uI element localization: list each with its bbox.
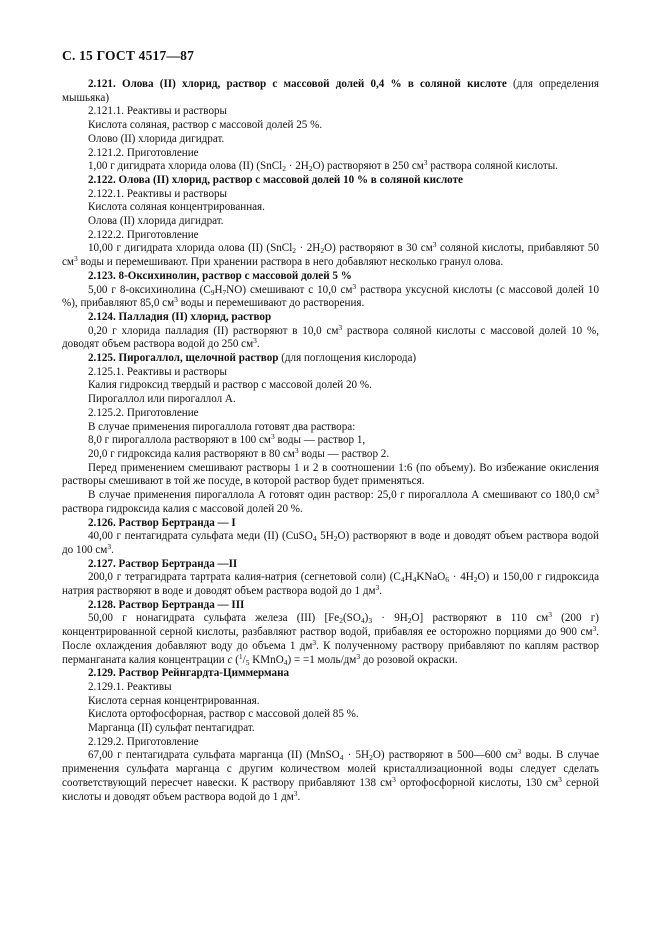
- preparation-text: 1,00 г дигидрата хлорида олова (II) (SnCl$_2$ · $2H_2O$) растворяют в 250 $см^3$ раствора соляной кислоты.: [88, 158, 558, 174]
- reagent-item: Кислота соляная, раствор с массовой долей 25 %.: [88, 119, 323, 132]
- preparation-text: В случае применения пирогаллола А готовят один раствор: 25,0 г пирогаллола А смешивают со 180,0 $см^3$ раствора гидроксида калия с массовой долей 20 %.: [62, 487, 599, 515]
- section-title: 8-Оксихинолин, раствор с массовой долей 5 %: [118, 269, 352, 282]
- preparation-text: 0,20 г хлорида палладия (II) растворяют в 10,0 $см^3$ раствора соляной кислоты с массовой долей 10 %, доводят объем раствора водой до 250 $см^3$.: [62, 322, 599, 351]
- document-body: [62, 78, 599, 804]
- reagent-item: Кислота серная концентрированная.: [88, 694, 260, 707]
- section-2-124-heading: [62, 311, 599, 325]
- reagent-item: Марганца (II) сульфат пентагидрат.: [88, 722, 255, 735]
- section-number: 2.124.: [88, 310, 116, 323]
- preparation-text: 67,00 г пентагидрата сульфата марганца (II) (MnSO$_4$ · $5H_2O$) растворяют в 500—600 $см^3$ воды. В случае применения сульфата марганца с другим количеством молей кристаллизационной воды следует сделать соответствующий пересчет навески. К раствору прибавляют 138 $см^3$ ортофосфорной кислоты, 130 $см^3$ серной кислоты и доводят объем раствора водой до 1 $дм^3$.: [62, 747, 599, 803]
- section-note: (для поглощения кислорода): [281, 352, 417, 365]
- section-2-129-heading: [62, 667, 599, 681]
- section-number: 2.128.: [88, 598, 116, 611]
- subsection-heading: 2.125.2. Приготовление: [88, 406, 199, 419]
- section-number: 2.125.: [88, 352, 116, 365]
- reagent-item: Олова (II) хлорида дигидрат.: [88, 215, 224, 228]
- reagent-item: Калия гидроксид твердый и раствор с массовой долей 20 %.: [88, 379, 372, 392]
- section-number: 2.127.: [88, 557, 116, 570]
- preparation-text: 20,0 г гидроксида калия растворяют в 80 $см^3$ воды — раствор 2.: [88, 445, 390, 460]
- section-2-122-heading: [62, 174, 599, 188]
- section-2-128-heading: [62, 599, 599, 613]
- section-2-123-heading: [62, 270, 599, 284]
- subsection-heading: 2.122.2. Приготовление: [88, 228, 199, 241]
- reagent-item: Олово (II) хлорида дигидрат.: [88, 132, 225, 145]
- subsection-heading: 2.121.1. Реактивы и растворы: [88, 105, 227, 118]
- preparation-text: 10,00 г дигидрата хлорида олова (II) (SnCl$_2$ · $2H_2O$) растворяют в 30 $см^3$ соляной кислоты, прибавляют 50 $см^3$ воды и перемешивают. При хранении раствора в него добавляют несколько гранул олова.: [62, 240, 600, 269]
- page-header: С. 15 ГОСТ 4517—87: [62, 48, 195, 63]
- section-title: Олова (II) хлорид, раствор с массовой долей 10 % в соляной кислоте: [118, 173, 463, 186]
- section-title: Раствор Рейнгардта-Циммермана: [118, 667, 290, 680]
- section-2-125-heading: [62, 352, 599, 366]
- preparation-text: 50,00 г нонагидрата сульфата железа (III) $[Fe_2(SO_4)_3 \cdot 9H_2O]$ растворяют в 110 $см^3$ (200 г) концентрированной серной кислоты, разбавляют раствор водой, прибавляя ее осторожно порциями до 900 $см^3$. После охлаждения добавляют воду до объема 1 $дм^3$. К полученному раствору прибавляют по каплям раствор перманганата калия концентрации c ($^1/_5$ KMnO$_4$) = =1 моль/$дм^3$ до розовой окраски.: [62, 610, 599, 667]
- subsection-heading: 2.122.1. Реактивы и растворы: [88, 187, 227, 200]
- section-title: Палладия (II) хлорид, раствор: [118, 310, 272, 323]
- subsection-heading: 2.129.2. Приготовление: [88, 735, 199, 748]
- reagent-item: Пирогаллол или пирогаллол А.: [88, 393, 236, 406]
- subsection-heading: 2.125.1. Реактивы и растворы: [88, 365, 227, 378]
- preparation-text: 5,00 г 8-оксихинолина $(C_9H_7NO)$ смешивают с 10,0 $см^3$ раствора уксусной кислоты (с массовой долей 10 %), прибавляют 85,0 $см^3$ воды и перемешивают до растворения.: [62, 281, 599, 310]
- section-title: Раствор Бертранда — III: [118, 598, 245, 611]
- preparation-text: 40,00 г пентагидрата сульфата меди (II) (CuSO$_4$ $5H_2O$) растворяют в воде и доводят объем раствора водой до 100 $см^3$.: [62, 530, 599, 556]
- section-2-121-heading: [62, 78, 599, 105]
- preparation-text: 8,0 г пирогаллола растворяют в 100 $см^3$ воды — раствор 1,: [88, 432, 366, 447]
- section-title: Олова (II) хлорид, раствор с массовой долей 0,4 % в соляной кислоте: [121, 78, 507, 90]
- preparation-text: В случае применения пирогаллола готовят два раствора:: [88, 420, 356, 433]
- section-number: 2.122.: [88, 173, 116, 186]
- section-number: 2.126.: [88, 516, 116, 529]
- subsection-heading: 2.129.1. Реактивы: [88, 680, 172, 693]
- section-title: Пирогаллол, щелочной раствор: [118, 352, 279, 365]
- section-number: 2.123.: [88, 269, 116, 282]
- section-number: 2.129.: [88, 667, 116, 680]
- section-2-127-heading: [62, 558, 599, 572]
- reagent-item: Кислота соляная концентрированная.: [88, 201, 265, 214]
- preparation-text: 200,0 г тетрагидрата тартрата калия-натрия (сегнетовой соли) $(C_4H_4KNaO_6 \cdot 4H_2O)$ и 150,00 г гидроксида натрия растворяют в воде и доводят объем раствора водой до 1 $дм^3$.: [62, 571, 600, 598]
- section-title: Раствор Бертранда —II: [118, 557, 238, 570]
- subsection-heading: 2.121.2. Приготовление: [88, 146, 199, 159]
- reagent-item: Кислота ортофосфорная, раствор с массовой долей 85 %.: [88, 708, 359, 721]
- section-2-126-heading: [62, 517, 599, 531]
- preparation-text: Перед применением смешивают растворы 1 и 2 в соотношении 1:6 (по объему). Во избежание окисления растворы смешивают в той же посуде, в которой раствор будет применяться.: [62, 461, 599, 488]
- section-title: Раствор Бертранда — I: [118, 516, 236, 529]
- section-number: 2.121.: [88, 78, 116, 90]
- section-note: (для определения мышьяка): [62, 78, 599, 104]
